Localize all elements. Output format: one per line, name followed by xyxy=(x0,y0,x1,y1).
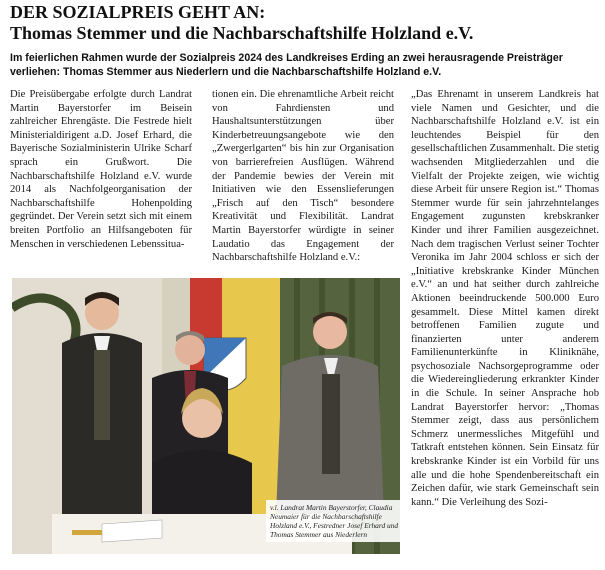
article-column-3: „Das Ehrenamt in unserem Landkreis hat viele Namen und Gesichter, und die Nachbarschaftshilfe Holzland e.V. ist ein leuchtendes Beispiel für den gesellschaftlichen Zusammenhalt. Die stetig wachsenden Mitgliederzahlen und die Vielfalt der Projekte zeigen, wie wichtig diese Arbeit für unsere Region ist.“ Thomas Stemmer wurde für sein jahrzehntelanges Engagement zugunsten krebskranker Kinder und ihrer Familien ausgezeichnet. Nach dem tragischen Verlust seiner Tochter Veronika im Jahr 2004 schloss er sich der „Initiative krebskranke Kinder München e.V.“ an und hat seither durch zahlreiche Aktionen beeindruckende 500.000 Euro gesammelt. Diese Mittel kamen direkt betroffenen Familien zugute und finanzierten unter anderem Familienunterkünfte in Kliniknähe, psychosoziale Nachsorgeprogramme oder die Wiedereingliederung erkrankter Kinder in die Schule. In seiner Ansprache hob Landrat Bayerstorfer hervor: „Thomas Stemmer zeigt, dass aus persönlichem Schmerz unermessliches Mitgefühl und Tatkraft entstehen können. Sein Einsatz für krebskranke Kinder ist ein Vorbild für uns alle und die hohe Spendenbereitschaft ein Zeichen dafür, wie stark Gemeinschaft sein kann.“ Die Verleihung des Sozi- xyxy=(411,89,599,508)
headline-line-1: DER SOZIALPREIS GEHT AN: xyxy=(10,2,266,22)
article-headline xyxy=(10,2,600,44)
article-column-1: Die Preisübergabe erfolgte durch Landrat Martin Bayerstorfer im Beisein zahlreicher Ehrengäste. Die Festrede hielt Ministerialdirigent a.D. Josef Erhard, die Bayerische Sozialministerin Ulrike Scharf sprach ein Grußwort. Die Nachbarschaftshilfe Holzland e.V. wurde 2014 als Nachfolgeorganisation der Nachbarschaftshilfe Hohenpolding gegründet. Der Verein setzt sich mit einem breiten Portfolio an Hilfsangeboten für Menschen in verschiedenen Lebenssitua- xyxy=(10,89,192,250)
photo-caption: v.l. Landrat Martin Bayerstorfer, Claudia Neumaier für die Nachbarschaftshilfe Holzland e.V., Festredner Josef Erhard und Thomas Stemmer aus Niederlern xyxy=(266,500,400,542)
award-photo xyxy=(12,278,400,554)
article-lead: Im feierlichen Rahmen wurde der Sozialpreis 2024 des Landkreises Erding an zwei herausragende Preisträger verliehen: Thomas Stemmer aus Niederlern und die Nachbarschaftshilfe Holzland e.V. xyxy=(10,52,563,78)
headline-line-2: Thomas Stemmer und die Nachbarschaftshilfe Holzland e.V. xyxy=(10,23,474,43)
article-column-2: tionen ein. Die ehrenamtliche Arbeit reicht von Fahrdiensten und Haushaltsunterstützungen über Kinderbetreuungsangebote wie den „Zwergerlgarten“ bis hin zur Organisation von barrierefreien Ausflügen. Während der Pandemie bewies der Verein mit Initiativen wie den Essenslieferungen „Frisch auf den Tisch“ besondere Kreativität und Flexibilität. Landrat Martin Bayerstorfer würdigte in seiner Laudatio das Engagement der Nachbarschaftshilfe Holzland e.V.: xyxy=(212,89,394,264)
